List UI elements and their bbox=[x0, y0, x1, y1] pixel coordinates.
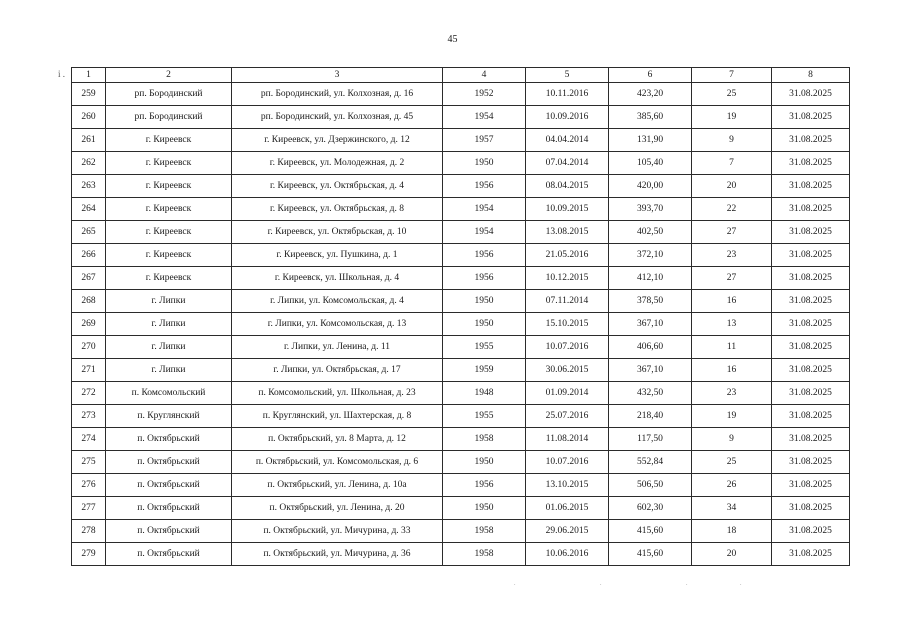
margin-mark: i . bbox=[58, 69, 66, 79]
settlement-cell: п. Круглянский bbox=[106, 405, 232, 428]
settlement-cell: г. Липки bbox=[106, 290, 232, 313]
deadline-cell: 31.08.2025 bbox=[772, 198, 850, 221]
address-cell: п. Октябрьский, ул. Ленина, д. 20 bbox=[232, 497, 443, 520]
count-cell: 25 bbox=[692, 83, 772, 106]
count-cell: 25 bbox=[692, 451, 772, 474]
deadline-cell: 31.08.2025 bbox=[772, 428, 850, 451]
date-cell: 04.04.2014 bbox=[526, 129, 609, 152]
area-cell: 415,60 bbox=[609, 520, 692, 543]
date-cell: 29.06.2015 bbox=[526, 520, 609, 543]
count-cell: 22 bbox=[692, 198, 772, 221]
address-cell: г. Киреевск, ул. Школьная, д. 4 bbox=[232, 267, 443, 290]
address-cell: рп. Бородинский, ул. Колхозная, д. 16 bbox=[232, 83, 443, 106]
area-cell: 378,50 bbox=[609, 290, 692, 313]
row-number-cell: 274 bbox=[72, 428, 106, 451]
year-cell: 1956 bbox=[443, 244, 526, 267]
table-row bbox=[72, 106, 850, 129]
address-cell: п. Круглянский, ул. Шахтерская, д. 8 bbox=[232, 405, 443, 428]
area-cell: 423,20 bbox=[609, 83, 692, 106]
area-cell: 393,70 bbox=[609, 198, 692, 221]
date-cell: 10.09.2015 bbox=[526, 198, 609, 221]
count-cell: 16 bbox=[692, 359, 772, 382]
date-cell: 01.09.2014 bbox=[526, 382, 609, 405]
table-header bbox=[72, 68, 850, 83]
year-cell: 1958 bbox=[443, 520, 526, 543]
scan-mark: . bbox=[686, 581, 688, 587]
count-cell: 16 bbox=[692, 290, 772, 313]
settlement-cell: г. Киреевск bbox=[106, 267, 232, 290]
year-cell: 1950 bbox=[443, 313, 526, 336]
deadline-cell: 31.08.2025 bbox=[772, 175, 850, 198]
year-cell: 1950 bbox=[443, 152, 526, 175]
column-header-4: 4 bbox=[443, 68, 526, 83]
table-row bbox=[72, 543, 850, 566]
area-cell: 552,84 bbox=[609, 451, 692, 474]
deadline-cell: 31.08.2025 bbox=[772, 129, 850, 152]
deadline-cell: 31.08.2025 bbox=[772, 313, 850, 336]
column-header-6: 6 bbox=[609, 68, 692, 83]
table-row bbox=[72, 244, 850, 267]
settlement-cell: п. Октябрьский bbox=[106, 543, 232, 566]
deadline-cell: 31.08.2025 bbox=[772, 152, 850, 175]
date-cell: 21.05.2016 bbox=[526, 244, 609, 267]
table-row bbox=[72, 175, 850, 198]
address-cell: г. Липки, ул. Ленина, д. 11 bbox=[232, 336, 443, 359]
count-cell: 7 bbox=[692, 152, 772, 175]
row-number-cell: 272 bbox=[72, 382, 106, 405]
settlement-cell: г. Киреевск bbox=[106, 221, 232, 244]
year-cell: 1956 bbox=[443, 267, 526, 290]
year-cell: 1954 bbox=[443, 198, 526, 221]
area-cell: 406,60 bbox=[609, 336, 692, 359]
settlement-cell: п. Октябрьский bbox=[106, 497, 232, 520]
address-cell: г. Киреевск, ул. Дзержинского, д. 12 bbox=[232, 129, 443, 152]
address-cell: п. Октябрьский, ул. 8 Марта, д. 12 bbox=[232, 428, 443, 451]
deadline-cell: 31.08.2025 bbox=[772, 520, 850, 543]
address-cell: п. Октябрьский, ул. Ленина, д. 10а bbox=[232, 474, 443, 497]
address-cell: г. Киреевск, ул. Молодежная, д. 2 bbox=[232, 152, 443, 175]
year-cell: 1955 bbox=[443, 405, 526, 428]
row-number-cell: 263 bbox=[72, 175, 106, 198]
deadline-cell: 31.08.2025 bbox=[772, 290, 850, 313]
year-cell: 1957 bbox=[443, 129, 526, 152]
settlement-cell: п. Октябрьский bbox=[106, 474, 232, 497]
table-row bbox=[72, 405, 850, 428]
year-cell: 1948 bbox=[443, 382, 526, 405]
row-number-cell: 262 bbox=[72, 152, 106, 175]
settlement-cell: г. Киреевск bbox=[106, 175, 232, 198]
date-cell: 15.10.2015 bbox=[526, 313, 609, 336]
area-cell: 602,30 bbox=[609, 497, 692, 520]
settlement-cell: г. Киреевск bbox=[106, 244, 232, 267]
row-number-cell: 266 bbox=[72, 244, 106, 267]
row-number-cell: 269 bbox=[72, 313, 106, 336]
column-header-5: 5 bbox=[526, 68, 609, 83]
year-cell: 1958 bbox=[443, 543, 526, 566]
area-cell: 402,50 bbox=[609, 221, 692, 244]
address-cell: г. Киреевск, ул. Пушкина, д. 1 bbox=[232, 244, 443, 267]
date-cell: 10.09.2016 bbox=[526, 106, 609, 129]
row-number-cell: 277 bbox=[72, 497, 106, 520]
date-cell: 10.07.2016 bbox=[526, 451, 609, 474]
column-header-8: 8 bbox=[772, 68, 850, 83]
row-number-cell: 279 bbox=[72, 543, 106, 566]
year-cell: 1954 bbox=[443, 106, 526, 129]
table-row bbox=[72, 428, 850, 451]
table-body bbox=[72, 83, 850, 566]
deadline-cell: 31.08.2025 bbox=[772, 474, 850, 497]
row-number-cell: 267 bbox=[72, 267, 106, 290]
settlement-cell: п. Комсомольский bbox=[106, 382, 232, 405]
settlement-cell: г. Киреевск bbox=[106, 129, 232, 152]
deadline-cell: 31.08.2025 bbox=[772, 244, 850, 267]
deadline-cell: 31.08.2025 bbox=[772, 451, 850, 474]
date-cell: 11.08.2014 bbox=[526, 428, 609, 451]
count-cell: 9 bbox=[692, 428, 772, 451]
scan-mark: . bbox=[514, 581, 516, 587]
area-cell: 420,00 bbox=[609, 175, 692, 198]
scan-mark: . bbox=[740, 581, 742, 587]
row-number-cell: 261 bbox=[72, 129, 106, 152]
year-cell: 1958 bbox=[443, 428, 526, 451]
table-row bbox=[72, 336, 850, 359]
row-number-cell: 271 bbox=[72, 359, 106, 382]
count-cell: 27 bbox=[692, 221, 772, 244]
date-cell: 25.07.2016 bbox=[526, 405, 609, 428]
address-cell: г. Киреевск, ул. Октябрьская, д. 4 bbox=[232, 175, 443, 198]
count-cell: 19 bbox=[692, 405, 772, 428]
address-cell: п. Октябрьский, ул. Мичурина, д. 36 bbox=[232, 543, 443, 566]
count-cell: 20 bbox=[692, 543, 772, 566]
table-row bbox=[72, 152, 850, 175]
count-cell: 27 bbox=[692, 267, 772, 290]
area-cell: 432,50 bbox=[609, 382, 692, 405]
year-cell: 1955 bbox=[443, 336, 526, 359]
table-row bbox=[72, 313, 850, 336]
date-cell: 01.06.2015 bbox=[526, 497, 609, 520]
table-row bbox=[72, 129, 850, 152]
year-cell: 1956 bbox=[443, 175, 526, 198]
date-cell: 10.11.2016 bbox=[526, 83, 609, 106]
settlement-cell: г. Липки bbox=[106, 313, 232, 336]
count-cell: 13 bbox=[692, 313, 772, 336]
date-cell: 30.06.2015 bbox=[526, 359, 609, 382]
date-cell: 13.10.2015 bbox=[526, 474, 609, 497]
row-number-cell: 260 bbox=[72, 106, 106, 129]
row-number-cell: 273 bbox=[72, 405, 106, 428]
address-cell: г. Липки, ул. Комсомольская, д. 13 bbox=[232, 313, 443, 336]
address-cell: п. Октябрьский, ул. Мичурина, д. 33 bbox=[232, 520, 443, 543]
row-number-cell: 265 bbox=[72, 221, 106, 244]
year-cell: 1950 bbox=[443, 497, 526, 520]
table-row bbox=[72, 290, 850, 313]
date-cell: 10.12.2015 bbox=[526, 267, 609, 290]
row-number-cell: 259 bbox=[72, 83, 106, 106]
area-cell: 117,50 bbox=[609, 428, 692, 451]
deadline-cell: 31.08.2025 bbox=[772, 497, 850, 520]
count-cell: 26 bbox=[692, 474, 772, 497]
date-cell: 07.04.2014 bbox=[526, 152, 609, 175]
table-row bbox=[72, 83, 850, 106]
count-cell: 34 bbox=[692, 497, 772, 520]
count-cell: 11 bbox=[692, 336, 772, 359]
table-row bbox=[72, 359, 850, 382]
settlement-cell: п. Октябрьский bbox=[106, 520, 232, 543]
address-cell: г. Киреевск, ул. Октябрьская, д. 8 bbox=[232, 198, 443, 221]
area-cell: 105,40 bbox=[609, 152, 692, 175]
column-header-2: 2 bbox=[106, 68, 232, 83]
deadline-cell: 31.08.2025 bbox=[772, 221, 850, 244]
area-cell: 415,60 bbox=[609, 543, 692, 566]
registry-table bbox=[71, 67, 850, 566]
column-header-7: 7 bbox=[692, 68, 772, 83]
year-cell: 1952 bbox=[443, 83, 526, 106]
count-cell: 23 bbox=[692, 382, 772, 405]
deadline-cell: 31.08.2025 bbox=[772, 359, 850, 382]
column-header-1: 1 bbox=[72, 68, 106, 83]
count-cell: 18 bbox=[692, 520, 772, 543]
count-cell: 23 bbox=[692, 244, 772, 267]
settlement-cell: рп. Бородинский bbox=[106, 106, 232, 129]
row-number-cell: 270 bbox=[72, 336, 106, 359]
area-cell: 372,10 bbox=[609, 244, 692, 267]
year-cell: 1954 bbox=[443, 221, 526, 244]
year-cell: 1950 bbox=[443, 290, 526, 313]
date-cell: 07.11.2014 bbox=[526, 290, 609, 313]
row-number-cell: 268 bbox=[72, 290, 106, 313]
deadline-cell: 31.08.2025 bbox=[772, 543, 850, 566]
settlement-cell: г. Липки bbox=[106, 359, 232, 382]
deadline-cell: 31.08.2025 bbox=[772, 83, 850, 106]
page-number: 45 bbox=[447, 34, 458, 45]
year-cell: 1959 bbox=[443, 359, 526, 382]
area-cell: 131,90 bbox=[609, 129, 692, 152]
settlement-cell: г. Киреевск bbox=[106, 198, 232, 221]
date-cell: 13.08.2015 bbox=[526, 221, 609, 244]
year-cell: 1950 bbox=[443, 451, 526, 474]
table-row bbox=[72, 198, 850, 221]
deadline-cell: 31.08.2025 bbox=[772, 336, 850, 359]
address-cell: п. Октябрьский, ул. Комсомольская, д. 6 bbox=[232, 451, 443, 474]
settlement-cell: п. Октябрьский bbox=[106, 428, 232, 451]
row-number-cell: 275 bbox=[72, 451, 106, 474]
header-row bbox=[72, 68, 850, 83]
deadline-cell: 31.08.2025 bbox=[772, 405, 850, 428]
date-cell: 10.07.2016 bbox=[526, 336, 609, 359]
row-number-cell: 264 bbox=[72, 198, 106, 221]
year-cell: 1956 bbox=[443, 474, 526, 497]
column-header-3: 3 bbox=[232, 68, 443, 83]
table-row bbox=[72, 267, 850, 290]
address-cell: г. Липки, ул. Октябрьская, д. 17 bbox=[232, 359, 443, 382]
area-cell: 367,10 bbox=[609, 313, 692, 336]
address-cell: рп. Бородинский, ул. Колхозная, д. 45 bbox=[232, 106, 443, 129]
table-row bbox=[72, 520, 850, 543]
address-cell: п. Комсомольский, ул. Школьная, д. 23 bbox=[232, 382, 443, 405]
row-number-cell: 276 bbox=[72, 474, 106, 497]
table-row bbox=[72, 497, 850, 520]
deadline-cell: 31.08.2025 bbox=[772, 382, 850, 405]
count-cell: 19 bbox=[692, 106, 772, 129]
settlement-cell: п. Октябрьский bbox=[106, 451, 232, 474]
address-cell: г. Липки, ул. Комсомольская, д. 4 bbox=[232, 290, 443, 313]
count-cell: 20 bbox=[692, 175, 772, 198]
scan-mark: . bbox=[600, 581, 602, 587]
table-row bbox=[72, 474, 850, 497]
table-row bbox=[72, 451, 850, 474]
count-cell: 9 bbox=[692, 129, 772, 152]
area-cell: 412,10 bbox=[609, 267, 692, 290]
area-cell: 506,50 bbox=[609, 474, 692, 497]
table-row bbox=[72, 221, 850, 244]
deadline-cell: 31.08.2025 bbox=[772, 106, 850, 129]
table-row bbox=[72, 382, 850, 405]
deadline-cell: 31.08.2025 bbox=[772, 267, 850, 290]
row-number-cell: 278 bbox=[72, 520, 106, 543]
settlement-cell: рп. Бородинский bbox=[106, 83, 232, 106]
area-cell: 218,40 bbox=[609, 405, 692, 428]
date-cell: 08.04.2015 bbox=[526, 175, 609, 198]
area-cell: 367,10 bbox=[609, 359, 692, 382]
address-cell: г. Киреевск, ул. Октябрьская, д. 10 bbox=[232, 221, 443, 244]
settlement-cell: г. Липки bbox=[106, 336, 232, 359]
area-cell: 385,60 bbox=[609, 106, 692, 129]
date-cell: 10.06.2016 bbox=[526, 543, 609, 566]
settlement-cell: г. Киреевск bbox=[106, 152, 232, 175]
